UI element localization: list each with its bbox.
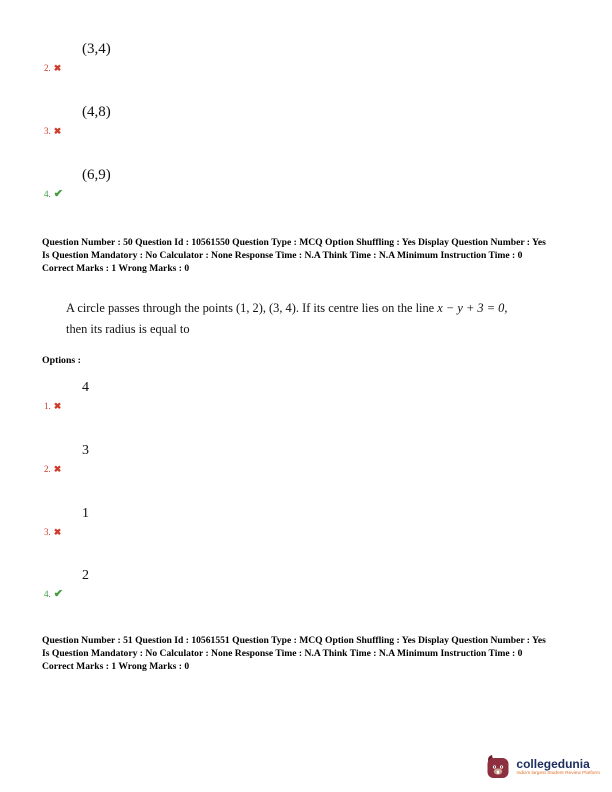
wrong-mark-icon: ✖	[53, 464, 62, 474]
option-number: 4.	[44, 189, 51, 199]
option-marker	[44, 527, 89, 538]
metadata-line: Question Number : 51 Question Id : 10561551 Question Type : MCQ Option Shuffling : Yes Display Question Number : Yes	[42, 635, 546, 646]
question-text-part: then its radius is equal to	[66, 322, 190, 336]
option-number: 3.	[44, 126, 51, 136]
wrong-mark-icon: ✖	[53, 527, 62, 537]
metadata-line: Is Question Mandatory : No Calculator : None Response Time : N.A Think Time : N.A Minimum Instruction Time : 0	[42, 648, 523, 660]
answer-option-row	[44, 566, 89, 600]
option-value	[82, 40, 111, 59]
correct-mark-icon: ✔	[53, 188, 63, 200]
option-text: 3	[82, 443, 89, 458]
option-number: 3.	[44, 527, 51, 537]
option-marker	[44, 189, 111, 200]
answer-option-row	[44, 40, 111, 74]
option-value	[82, 378, 89, 397]
answer-option-row	[44, 441, 89, 475]
option-value	[82, 441, 89, 460]
option-text: 1	[82, 506, 89, 521]
wrong-mark-icon: ✖	[53, 63, 62, 73]
options-label: Options :	[42, 355, 81, 366]
brand-text	[516, 758, 600, 777]
option-value	[82, 103, 111, 122]
metadata-line: Question Number : 50 Question Id : 10561550 Question Type : MCQ Option Shuffling : Yes Display Question Number : Yes	[42, 237, 546, 248]
option-marker	[44, 464, 89, 475]
question-50-metadata	[42, 236, 602, 276]
option-number: 2.	[44, 63, 51, 73]
option-text: (4,8)	[82, 104, 111, 120]
option-marker	[44, 589, 89, 600]
option-text: 4	[82, 380, 89, 395]
question-math-expression: x − y + 3 = 0,	[437, 301, 508, 315]
option-number: 1.	[44, 401, 51, 411]
option-text: (6,9)	[82, 167, 111, 183]
answer-option-row	[44, 378, 89, 412]
brand-tagline: India's largest Student Review Platform	[516, 770, 600, 776]
metadata-line: Correct Marks : 1 Wrong Marks : 0	[42, 661, 190, 673]
answer-option-row	[44, 504, 89, 538]
option-value	[82, 566, 89, 585]
question-line-1	[66, 298, 566, 319]
brand-name: collegedunia	[516, 756, 590, 771]
option-text: 2	[82, 568, 89, 583]
option-marker	[44, 126, 111, 137]
option-number: 2.	[44, 464, 51, 474]
question-51-metadata	[42, 634, 602, 674]
correct-mark-icon: ✔	[53, 588, 63, 600]
option-marker	[44, 63, 111, 74]
wrong-mark-icon: ✖	[53, 401, 62, 411]
question-text-part: A circle passes through the points (1, 2), (3, 4). If its centre lies on the line	[66, 301, 435, 315]
metadata-line: Is Question Mandatory : No Calculator : None Response Time : N.A Think Time : N.A Minimum Instruction Time : 0	[42, 250, 523, 262]
wrong-mark-icon: ✖	[53, 126, 62, 136]
collegedunia-mascot-icon	[485, 754, 511, 780]
question-line-2	[66, 319, 566, 340]
answer-option-row	[44, 166, 111, 200]
collegedunia-logo[interactable]	[485, 754, 600, 780]
option-value	[82, 504, 89, 523]
option-text: (3,4)	[82, 41, 111, 57]
question-text	[66, 298, 566, 340]
option-marker	[44, 401, 89, 412]
metadata-line: Correct Marks : 1 Wrong Marks : 0	[42, 263, 190, 275]
option-number: 4.	[44, 589, 51, 599]
option-value	[82, 166, 111, 185]
answer-option-row	[44, 103, 111, 137]
